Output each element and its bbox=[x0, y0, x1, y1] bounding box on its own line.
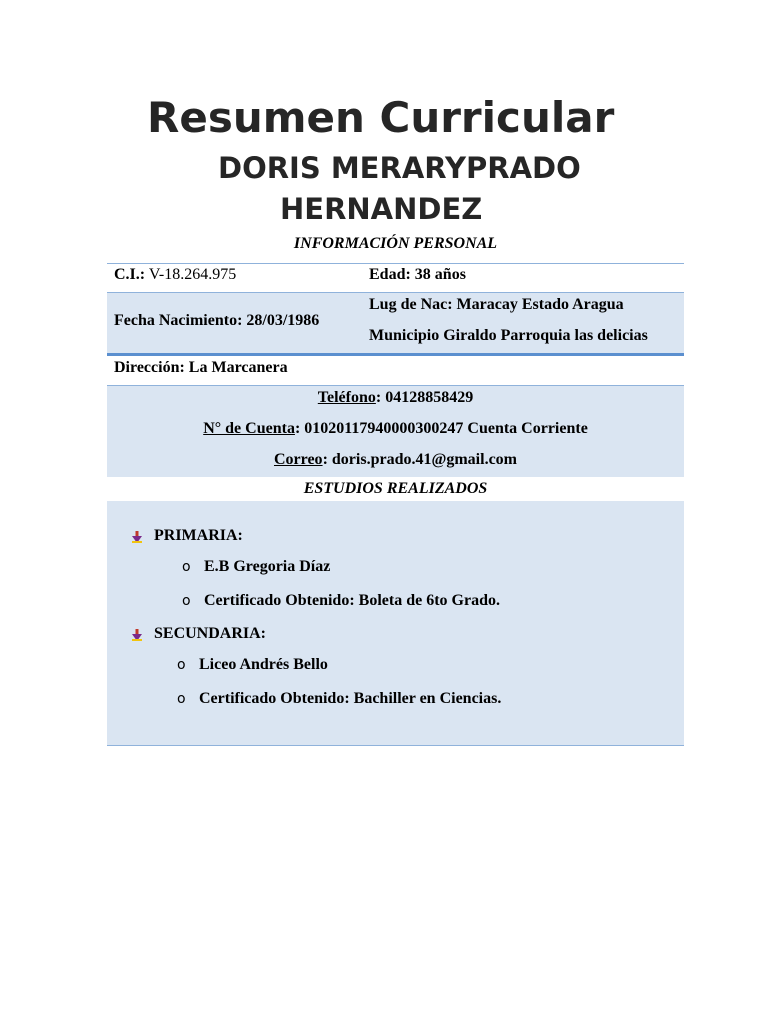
table-border-top bbox=[107, 263, 684, 264]
secundaria-item-1: Liceo Andrés Bello bbox=[199, 656, 328, 673]
page-title: Resumen Curricular bbox=[147, 93, 615, 142]
arrow-down-bullet-icon bbox=[132, 531, 142, 543]
primaria-label: PRIMARIA: bbox=[154, 527, 243, 544]
primaria-item-2: Certificado Obtenido: Boleta de 6to Grado. bbox=[204, 592, 500, 609]
table-border bbox=[107, 385, 684, 386]
direccion-field: Dirección: La Marcanera bbox=[114, 359, 288, 376]
secundaria-label: SECUNDARIA: bbox=[154, 625, 267, 642]
ci-field bbox=[114, 265, 236, 285]
secundaria-item-2: Certificado Obtenido: Bachiller en Ciencias. bbox=[199, 690, 502, 707]
telefono-value: : 04128858429 bbox=[375, 389, 474, 406]
estudios-heading: ESTUDIOS REALIZADOS bbox=[303, 480, 488, 497]
table-border-thick bbox=[107, 353, 684, 356]
table-border bbox=[107, 292, 684, 293]
person-name-line2: HERNANDEZ bbox=[280, 192, 483, 226]
table-border-bottom bbox=[107, 745, 684, 746]
primaria-item-1: E.B Gregoria Díaz bbox=[204, 558, 331, 575]
fecha-value: : 28/03/1986 bbox=[237, 312, 320, 329]
cuenta-value: : 01020117940000300247 Cuenta Corriente bbox=[294, 420, 588, 437]
personal-info-heading: INFORMACIÓN PERSONAL bbox=[293, 235, 498, 252]
ci-label: C.I.: bbox=[114, 266, 146, 283]
circle-bullet-icon: o bbox=[177, 691, 186, 707]
lugar-line1: Lug de Nac: Maracay Estado Aragua bbox=[369, 296, 624, 313]
lugar-line2: Municipio Giraldo Parroquia las delicias bbox=[369, 327, 648, 344]
telefono-label: Teléfono bbox=[317, 389, 376, 406]
telefono-field bbox=[107, 388, 684, 408]
cuenta-label: N° de Cuenta bbox=[203, 420, 295, 437]
correo-label: Correo bbox=[273, 451, 323, 468]
person-name-line1: DORIS MERARYPRADO bbox=[218, 151, 581, 185]
fecha-field bbox=[114, 311, 319, 331]
correo-value: : doris.prado.41@gmail.com bbox=[322, 451, 517, 468]
fecha-label: Fecha Nacimiento bbox=[114, 312, 238, 329]
ci-value: V-18.264.975 bbox=[145, 266, 237, 283]
arrow-down-bullet-icon bbox=[132, 629, 142, 641]
correo-field bbox=[107, 450, 684, 470]
circle-bullet-icon: o bbox=[177, 657, 186, 673]
circle-bullet-icon: o bbox=[182, 593, 191, 609]
edad-field: Edad: 38 años bbox=[369, 266, 466, 283]
cuenta-field bbox=[107, 419, 684, 439]
circle-bullet-icon: o bbox=[182, 559, 191, 575]
